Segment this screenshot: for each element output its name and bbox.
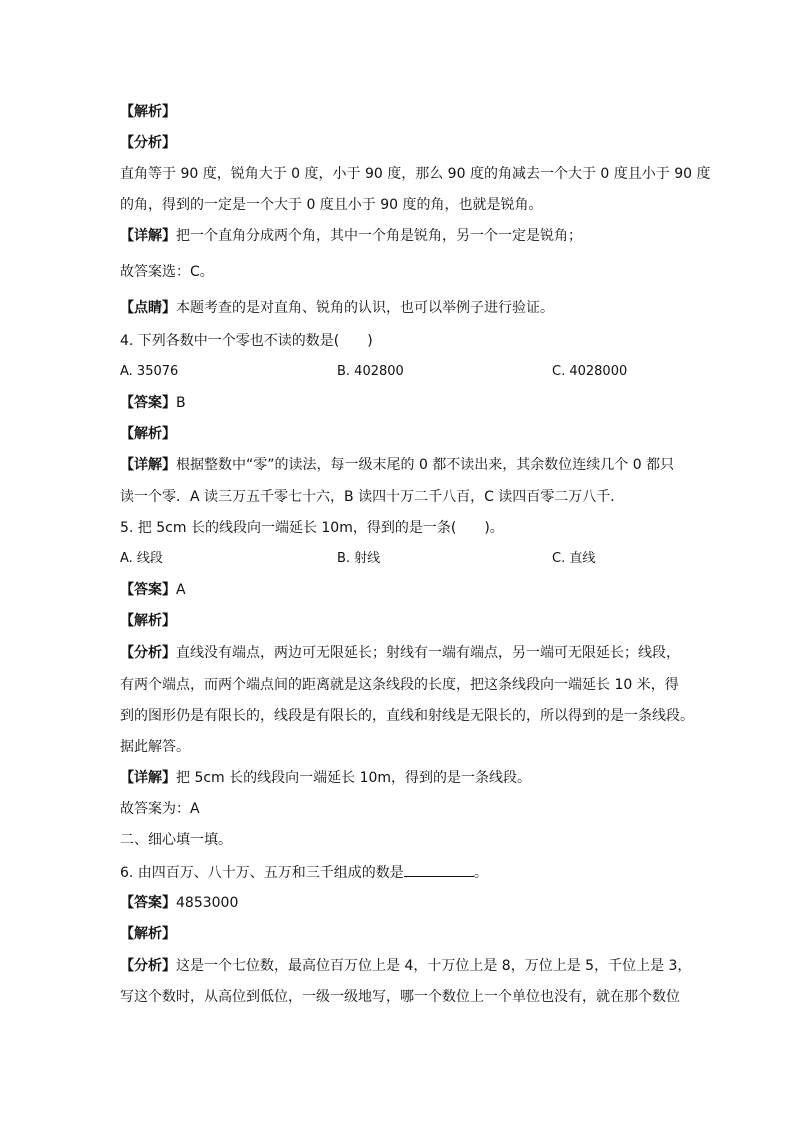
analysis-subheading: 【分析】 [120, 135, 176, 151]
question-4-analysis: 【解析】 [120, 426, 176, 442]
option-c: C. 4028000 [552, 364, 628, 379]
paragraph-line: 读一个零．A 读三万五千零七十六，B 读四十万二千八百，C 读四百零二万八千． [120, 489, 625, 505]
question-5-final: 故答案为：A [120, 801, 200, 817]
question-6-answer [120, 893, 680, 913]
answer-line: 故答案选：C。 [120, 264, 214, 280]
answer-tag: 【答案】 [120, 895, 176, 911]
paragraph-line: 的角，得到的一定是一个大于 0 度且小于 90 度的角，也就是锐角。 [120, 197, 543, 213]
answer-value: B [176, 395, 186, 411]
question-4: 4. 下列各数中一个零也不读的数是( ) [120, 333, 373, 349]
question-text: 6. 由四百万、八十万、五万和三千组成的数是 [120, 865, 404, 881]
question-6-analysis: 【解析】 [120, 926, 176, 942]
option-c: C. 直线 [552, 551, 596, 566]
question-4-options [120, 362, 680, 382]
option-b: B. 402800 [337, 364, 404, 379]
detail-line [120, 226, 680, 246]
fenxi-tag: 【分析】 [120, 958, 176, 974]
fenxi-text: 这是一个七位数，最高位百万位上是 4，十万位上是 8，万位上是 5，千位上是 3， [176, 958, 692, 974]
question-5-answer [120, 580, 680, 600]
detail-text: 把一个直角分成两个角，其中一个角是锐角，另一个一定是锐角； [176, 228, 582, 244]
detail-tag: 【详解】 [120, 770, 176, 786]
question-6-fenxi [120, 956, 692, 976]
paragraph-line: 到的图形仍是有限长的，线段是有限长的，直线和射线是无限长的，所以得到的是一条线段。 [120, 708, 694, 724]
tip-tag: 【点睛】 [120, 300, 176, 316]
detail-tag: 【详解】 [120, 228, 176, 244]
question-5-detail [120, 768, 680, 788]
question-5-fenxi [120, 643, 680, 663]
question-end: 。 [473, 865, 488, 881]
detail-text: 根据整数中“零”的读法，每一级末尾的 0 都不读出来，其余数位连续几个 0 都只 [176, 457, 675, 473]
question-6 [120, 862, 680, 883]
fenxi-tag: 【分析】 [120, 645, 176, 661]
answer-tag: 【答案】 [120, 582, 176, 598]
answer-value: A [176, 582, 186, 598]
fenxi-text: 直线没有端点，两边可无限延长；射线有一端有端点，另一端可无限延长；线段， [176, 645, 680, 661]
question-5-options [120, 549, 680, 569]
paragraph-line: 据此解答。 [120, 739, 190, 755]
answer-value: 4853000 [176, 895, 239, 911]
option-b: B. 射线 [337, 551, 381, 566]
tip-text: 本题考查的是对直角、锐角的认识，也可以举例子进行验证。 [176, 300, 554, 316]
question-5-analysis: 【解析】 [120, 613, 176, 629]
question-4-answer [120, 393, 680, 413]
paragraph-line: 有两个端点，而两个端点间的距离就是这条线段的长度，把这条线段向一端延长 10 米，得 [120, 677, 679, 693]
detail-text: 把 5cm 长的线段向一端延长 10m，得到的是一条线段。 [176, 770, 532, 786]
question-4-detail [120, 455, 680, 475]
question-5: 5. 把 5cm 长的线段向一端延长 10m，得到的是一条( )。 [120, 520, 504, 536]
detail-tag: 【详解】 [120, 457, 176, 473]
paragraph-line: 直角等于 90 度，锐角大于 0 度，小于 90 度，那么 90 度的角减去一个大于 0 度且小于 90 度 [120, 166, 711, 182]
tip-line [120, 298, 680, 318]
paragraph-line: 写这个数时，从高位到低位，一级一级地写，哪一个数位上一个单位也没有，就在那个数位 [120, 989, 680, 1005]
option-a: A. 线段 [120, 551, 163, 566]
fill-blank [404, 862, 474, 877]
option-a: A. 35076 [120, 364, 179, 379]
analysis-heading: 【解析】 [120, 104, 176, 120]
answer-tag: 【答案】 [120, 395, 176, 411]
section-heading: 二、细心填一填。 [120, 832, 232, 848]
